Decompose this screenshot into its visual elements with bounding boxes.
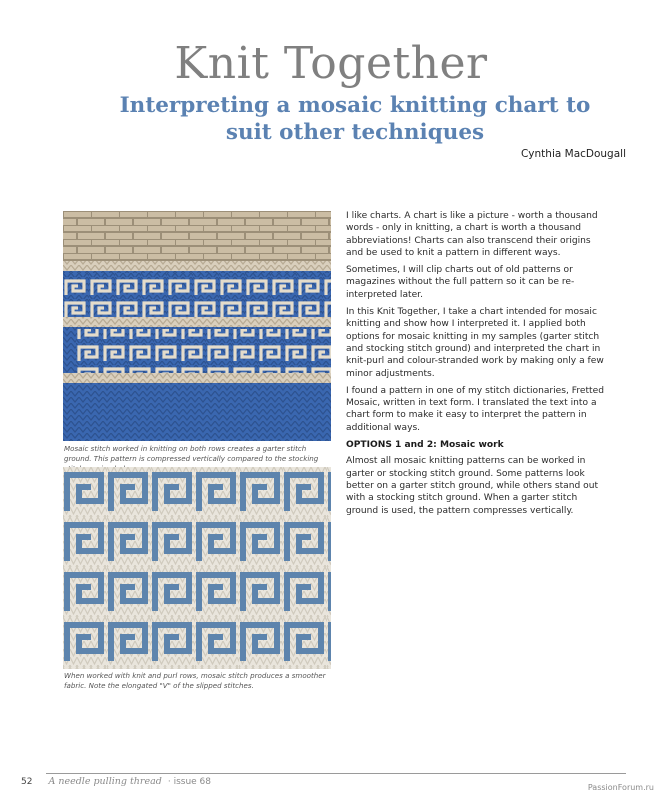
stocking-mosaic-photo (63, 467, 331, 669)
page-footer (21, 776, 211, 787)
body-paragraph: I found a pattern in one of my stitch dictionaries, Fretted Mosaic, written in text form. I translated the text into a chart form to make it easy to interpret the pattern in additional ways. (346, 385, 604, 433)
issue-number: · issue 68 (167, 777, 211, 787)
body-paragraph: I like charts. A chart is like a picture - worth a thousand words - only in knitting, a chart is worth a thousand abbreviations! Charts can also transcend their origins and be used to knit a pattern in different ways. (346, 211, 598, 258)
article-title: Knit Together (174, 38, 488, 89)
article-body (346, 210, 608, 522)
footer-rule (46, 773, 626, 774)
page-number: 52 (21, 777, 33, 787)
watermark: PassionForum.ru (587, 783, 654, 792)
magazine-name: A needle pulling thread (48, 776, 162, 787)
garter-mosaic-photo (63, 211, 331, 441)
body-paragraph: In this Knit Together, I take a chart intended for mosaic knitting and show how I interpreted it. I applied both options for mosaic knitting in my samples (garter stitch and stocking stitch ground) and interpreted the chart in knit-purl and colour-stranded work by making only a few minor adjustments. (346, 307, 604, 379)
photo-caption-stocking: When worked with knit and purl rows, mosaic stitch produces a smoother fabric. Note the elongated "V" of the slipped stitches. (64, 671, 326, 690)
section-heading: OPTIONS 1 and 2: Mosaic work (346, 440, 504, 451)
body-paragraph: Almost all mosaic knitting patterns can be worked in garter or stocking stitch ground. Some patterns look better on a garter stitch ground, while others stand out with a stocking stitch ground. When a garter stitch ground is used, the pattern compresses vertically. (346, 456, 599, 516)
author-byline: Cynthia MacDougall (520, 148, 626, 160)
article-subtitle: Interpreting a mosaic knitting chart to suit other techniques (119, 93, 591, 145)
photo-caption-garter: Mosaic stitch worked in knitting on both rows creates a garter stitch ground. This pattern is compressed vertically compared to the stocking (64, 444, 319, 463)
body-paragraph: Sometimes, I will clip charts out of old patterns or magazines without the full pattern so it can be re-interpreted later. (346, 265, 575, 300)
